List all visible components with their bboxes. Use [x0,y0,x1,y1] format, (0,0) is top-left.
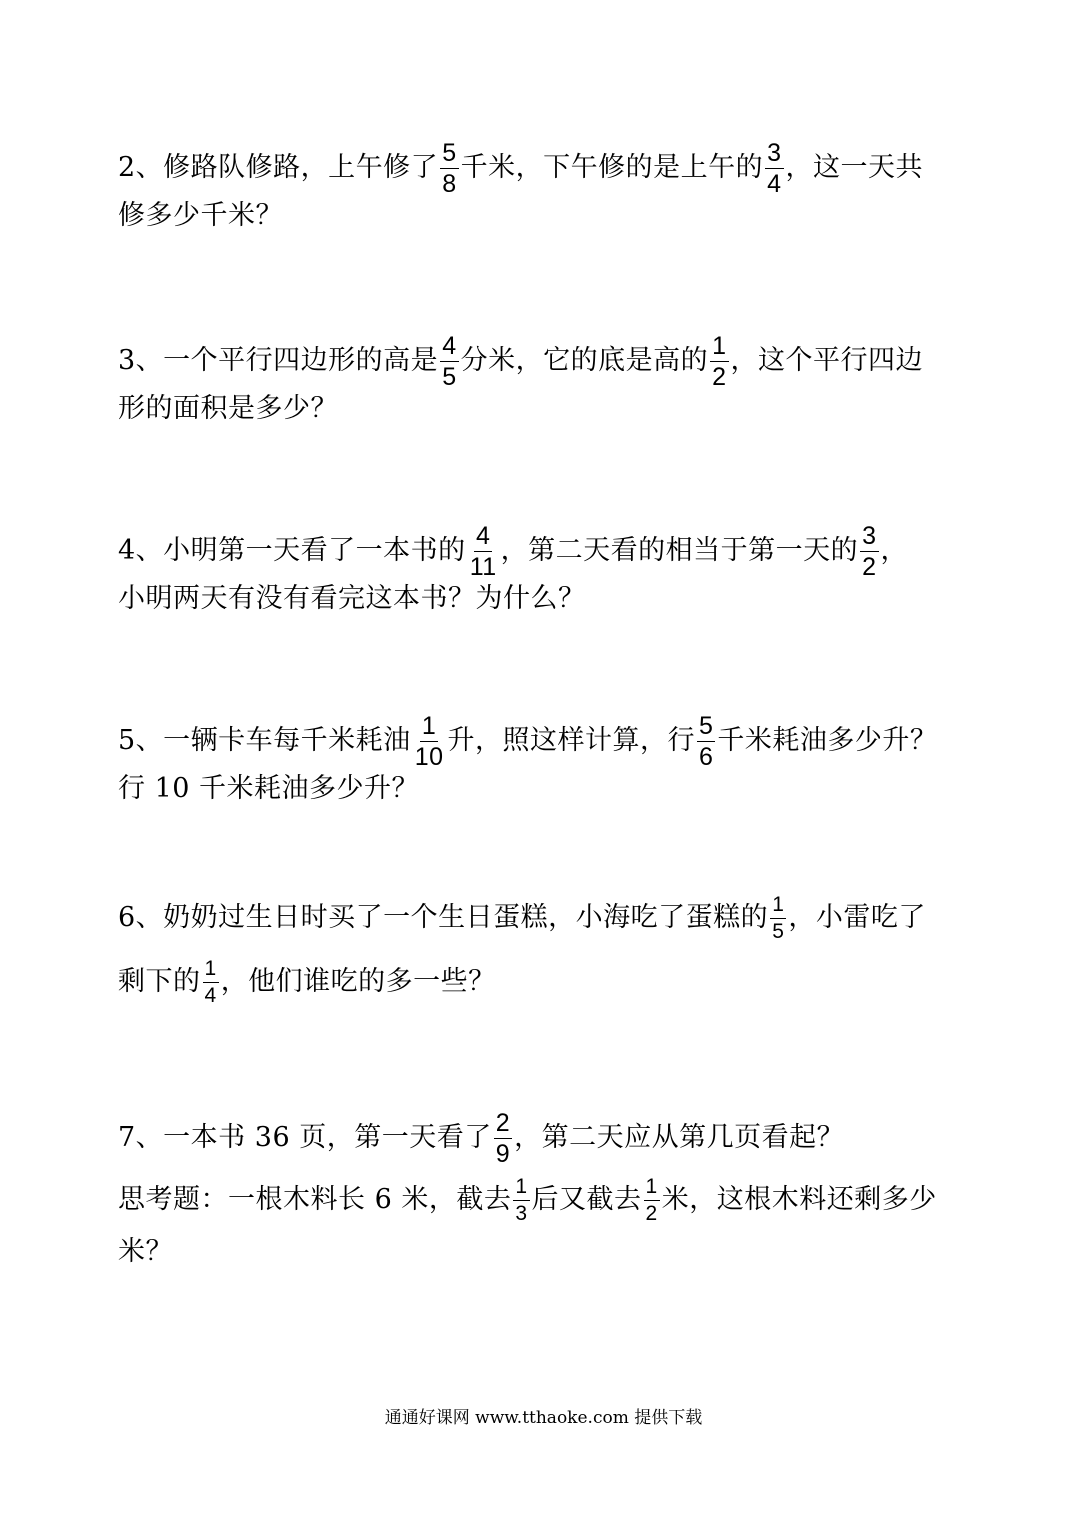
fraction-5-8: $\frac{5}{8}$ [442,139,457,198]
fraction-1-5: $\frac{1}{5}$ [772,893,785,943]
fraction-1-10: $\frac{1}{10}$ [414,712,444,771]
fraction-5-6: $\frac{5}{6}$ [699,712,714,771]
problem-2-line-2: 修多少千米？ [118,200,283,231]
problem-4-line-2: 小明两天有没有看完这本书？为什么？ [118,583,586,614]
problem-5-line-2: 行 10 千米耗油多少升？ [118,773,420,804]
problem-3-line-2: 形的面积是多少？ [118,393,338,424]
fraction-4-11: $\frac{4}{11}$ [469,522,497,581]
problem-6-line-2: 剩下的 $\frac{1}{4}$ ，他们谁吃的多一些？ [118,957,496,1007]
problem-4-line-1: 4、小明第一天看了一本书的 $\frac{4}{11}$ ，第二天看的相当于第一天的 $\frac{3}{2}$ ， [118,522,909,581]
problem-3-line-1: 3、一个平行四边形的高是 $\frac{4}{5}$ 分米，它的底是高的 $\frac{1}{2}$ ，这个平行四边 [118,332,923,391]
fraction-4-5: $\frac{4}{5}$ [442,332,457,391]
fraction-1-3: $\frac{1}{3}$ [515,1175,528,1225]
thinking-line-1: 思考题：一根木料长 6 米，截去 $\frac{1}{3}$ 后又截去 $\frac{1}{2}$ 米，这根木料还剩多少 [118,1175,937,1225]
problem-5-line-1: 5、一辆卡车每千米耗油 $\frac{1}{10}$ 升，照这样计算，行 $\frac{5}{6}$ 千米耗油多少升？ [118,712,938,771]
footer-source: 通通好课网 www.tthaoke.com 提供下载 [384,1408,703,1428]
problem-7-line-1: 7、一本书 36 页，第一天看了 $\frac{2}{9}$ ，第二天应从第几页看起？ [118,1109,845,1168]
fraction-1-2: $\frac{1}{2}$ [712,332,727,391]
thinking-line-2: 米？ [118,1236,173,1267]
problem-2-line-1: 2、修路队修路，上午修了 $\frac{5}{8}$ 千米，下午修的是上午的 $\frac{3}{4}$ ，这一天共 [118,139,923,198]
fraction-1-2-b: $\frac{1}{2}$ [645,1175,658,1225]
fraction-2-9: $\frac{2}{9}$ [495,1109,511,1168]
fraction-1-4: $\frac{1}{4}$ [204,957,217,1007]
fraction-3-4: $\frac{3}{4}$ [767,139,782,198]
problem-6-line-1: 6、奶奶过生日时买了一个生日蛋糕，小海吃了蛋糕的 $\frac{1}{5}$ ，小雷吃了 [118,893,926,943]
fraction-3-2: $\frac{3}{2}$ [862,522,877,581]
